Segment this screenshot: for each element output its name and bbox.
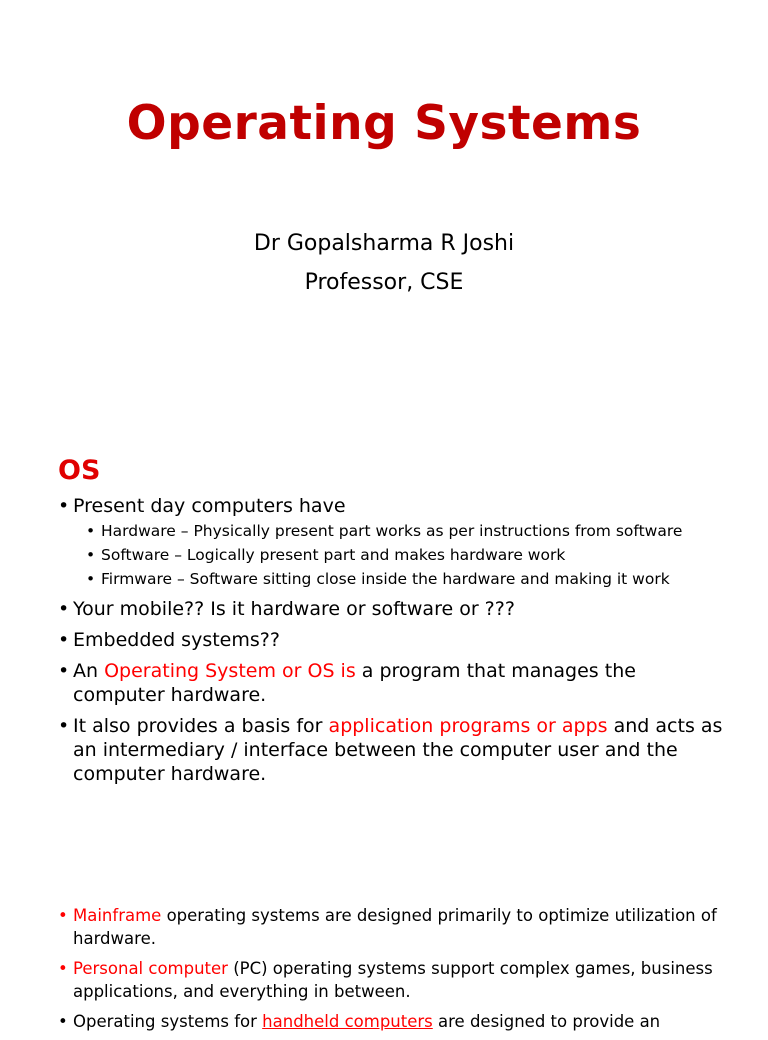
bullet-highlight: Personal computer xyxy=(73,959,228,978)
bullet-item xyxy=(58,957,728,1003)
slide-title: Operating Systems xyxy=(126,96,642,151)
sub-bullet-item xyxy=(58,543,728,567)
bullet-dot: • xyxy=(58,715,70,737)
bullet-dot: • xyxy=(58,629,70,651)
os-types-slide xyxy=(0,890,768,1031)
bullet-dot: • xyxy=(58,959,68,978)
bullet-dot: • xyxy=(86,570,96,588)
sub-bullet-text: Hardware – Physically present part works as per instructions from software xyxy=(101,522,683,540)
bullet-item xyxy=(58,628,728,652)
bullet-list xyxy=(58,494,728,793)
bullet-dot: • xyxy=(86,522,96,540)
bullet-text: Your mobile?? Is it hardware or software or ??? xyxy=(73,598,515,620)
author-name: Dr Gopalsharma R Joshi xyxy=(253,231,515,256)
sub-bullet-item xyxy=(58,519,728,543)
author-role: Professor, CSE xyxy=(304,270,464,295)
bullet-text-post: operating systems are designed primarily to optimize utilization of hardware. xyxy=(73,906,717,948)
bullet-text: Present day computers have xyxy=(73,495,346,517)
sub-bullet-list xyxy=(58,519,728,591)
sub-bullet-text: Firmware – Software sitting close inside the hardware and making it work xyxy=(101,570,670,588)
bullet-dot: • xyxy=(58,660,70,682)
slide-heading: OS xyxy=(58,455,101,486)
bullet-text-post: a program that manages the computer hardware. xyxy=(73,660,636,706)
bullet-highlight: Operating System or OS is xyxy=(104,660,356,682)
bullet-text-pre: Operating systems for xyxy=(73,1012,263,1031)
os-slide xyxy=(0,440,768,880)
title-slide xyxy=(0,0,768,430)
bullet-highlight: Mainframe xyxy=(73,906,162,925)
bullet-item xyxy=(58,659,728,707)
bullet-text-post: (PC) operating systems support complex games, business applications, and everything in between. xyxy=(73,959,713,1001)
sub-bullet-text: Software – Logically present part and makes hardware work xyxy=(101,546,566,564)
bullet-item xyxy=(58,1010,728,1033)
bullet-dot: • xyxy=(58,495,70,517)
bullet-text-pre: It also provides a basis for xyxy=(73,715,329,737)
bullet-text-post: are designed to provide an xyxy=(432,1012,661,1031)
bullet-list xyxy=(58,904,728,1040)
bullet-item xyxy=(58,714,728,786)
bullet-item xyxy=(58,494,728,518)
sub-bullet-item xyxy=(58,567,728,591)
bullet-text-pre: An xyxy=(73,660,105,682)
bullet-text-post: and acts as an intermediary / interface between the computer user and the computer hardware. xyxy=(73,715,723,785)
bullet-highlight: handheld computers xyxy=(262,1012,433,1031)
bullet-highlight: application programs or apps xyxy=(328,715,608,737)
bullet-dot: • xyxy=(58,1012,68,1031)
bullet-dot: • xyxy=(58,906,68,925)
bullet-text: Embedded systems?? xyxy=(73,629,280,651)
bullet-dot: • xyxy=(86,546,96,564)
bullet-item xyxy=(58,597,728,621)
bullet-dot: • xyxy=(58,598,70,620)
bullet-item xyxy=(58,904,728,950)
